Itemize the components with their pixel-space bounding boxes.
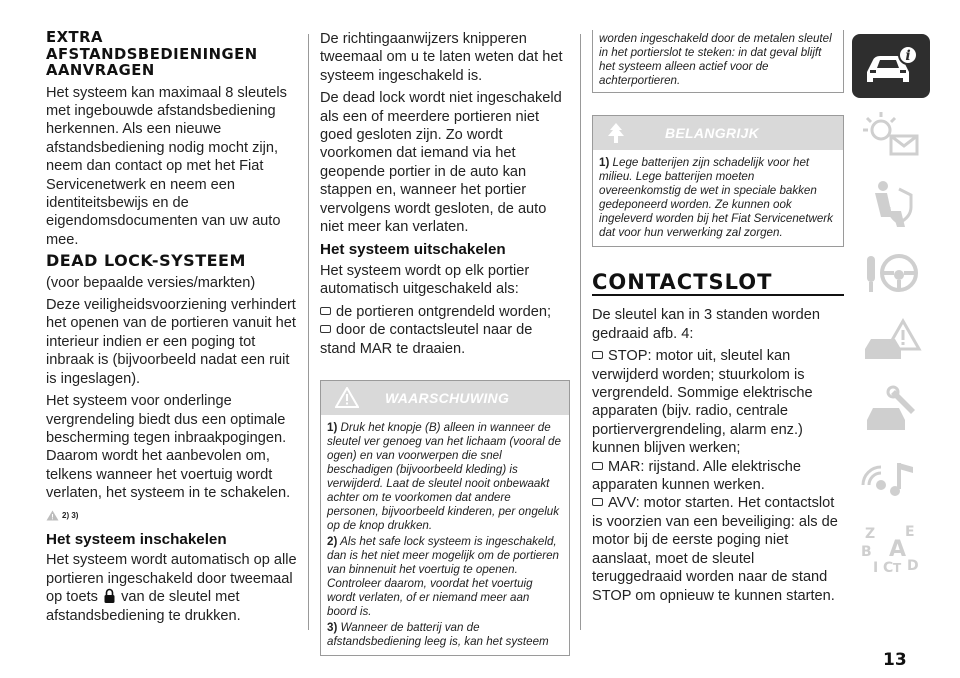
lock-icon xyxy=(103,588,116,604)
info-item xyxy=(599,156,835,240)
note-number: 3) xyxy=(327,620,338,634)
paragraph: Het systeem kan maximaal 8 sleutels met ingebouwde afstandsbediening herkennen. Als een nieuwe afstandsbediening nodig mocht zijn, neem dan contact op met het Fiat Servicenetwerk en neem een identiteitsbewijs en de eigendomsdocumenten van uw auto mee. xyxy=(46,84,287,248)
warning-title: WAARSCHUWING xyxy=(385,389,510,406)
heading-dead-lock: DEAD LOCK-SYSTEEM xyxy=(46,251,246,271)
warning-item xyxy=(327,535,561,619)
paragraph: De dead lock wordt niet ingeschakeld als een of meerdere portieren niet goed gesloten zijn. Zo wordt voorkomen dat iemand via het geopende portier in de auto kan stappen en, wanneer het portier vervolgens wordt gesloten, de auto niet meer kan verlaten. xyxy=(320,90,562,236)
note-number: 2) xyxy=(327,534,338,548)
warning-box-body xyxy=(321,415,569,655)
bullet-icon xyxy=(320,325,331,333)
warning-item xyxy=(327,621,561,649)
warning-box-header xyxy=(321,381,569,415)
paragraph: Het systeem wordt op elk portier automatisch uitgeschakeld als: xyxy=(320,262,530,298)
svg-text:Z: Z xyxy=(865,526,876,542)
info-title: BELANGRIJK xyxy=(665,124,760,141)
section-contact xyxy=(592,270,844,605)
tab-maintenance[interactable] xyxy=(852,379,930,443)
text: Het systeem wordt automatisch op alle portieren ingeschakeld door tweemaal op toets xyxy=(46,552,297,606)
paragraph: De sleutel kan in 3 standen worden gedraaid afb. 4: xyxy=(592,307,820,342)
heading-contactslot: CONTACTSLOT xyxy=(592,273,844,296)
list-item-text: STOP: motor uit, sleutel kan verwijderd worden; stuurkolom is vergrendeld. Sommige elektrische apparaten (bijv. radio, centrale portiervergrendeling, alarm enz.) kunnen blijven werken; xyxy=(592,348,813,457)
list-item xyxy=(592,347,844,457)
note-text: Lege batterijen zijn schadelijk voor het milieu. Lege batterijen moeten overeenkomstig de wet in speciale bakken gedeponeerd worden. Ze kunnen ook ingeleverd worden bij het Fiat Servicenetwerk dat voor hun verwerking zal zorgen. xyxy=(599,156,833,239)
list-item xyxy=(592,458,844,495)
chapter-sidebar xyxy=(852,34,930,586)
dashboard-lights-icon xyxy=(859,108,923,162)
paragraph: (voor bepaalde versies/markten) xyxy=(46,274,256,291)
tab-starting-driving[interactable] xyxy=(852,241,930,305)
svg-text:T: T xyxy=(893,561,902,575)
warning-box-continued: worden ingeschakeld door de metalen sleutel in het portierslot te steken: in dat geval blijft het systeem alleen actief voor de achterportieren. xyxy=(592,30,844,93)
bullet-icon xyxy=(320,307,331,315)
note-text: Druk het knopje (B) alleen in wanneer de sleutel ver genoeg van het lichaam (vooral de ogen) en van voorwerpen die snel beschadigen (bijvoorbeeld kleding) is verwijderd. Laat de sleutel nooit onbewaakt achter om te voorkomen dat andere personen, bijvoorbeeld kinderen, per ongeluk op de knop drukken. xyxy=(327,420,561,532)
warning-triangle-icon xyxy=(335,387,359,408)
column-divider xyxy=(580,34,581,630)
page-number: 13 xyxy=(883,650,907,670)
paragraph-enable xyxy=(46,551,298,625)
subheading-enable: Het systeem inschakelen xyxy=(46,530,227,548)
column-1 xyxy=(46,30,298,629)
note-text: Wanneer de batterij van de afstandsbediening leeg is, kan het systeem xyxy=(327,620,549,648)
note-number: 1) xyxy=(599,156,610,169)
svg-text:i: i xyxy=(905,48,911,64)
environment-tree-icon xyxy=(607,122,625,144)
subheading-disable: Het systeem uitschakelen xyxy=(320,241,506,259)
list-item-text: AVV: motor starten. Het contactslot is voorzien van een beveiliging: als de motor bij de eerste poging niet aanslaat, moet de sleutel teruggedraaid worden naar de stand STOP om opnieuw te kunnen starten. xyxy=(592,495,838,604)
info-box xyxy=(592,115,844,247)
warning-box xyxy=(320,380,570,656)
warning-triangle-icon xyxy=(46,510,59,521)
tab-car-info[interactable] xyxy=(852,34,930,98)
car-info-icon xyxy=(859,42,923,90)
maintenance-icon xyxy=(859,384,923,438)
bullet-icon xyxy=(592,462,603,470)
note-number: 1) xyxy=(327,420,338,434)
column-3 xyxy=(592,30,844,605)
paragraph: Deze veiligheidsvoorziening verhindert het openen van de portieren vanuit het interieur indien er een poging tot inbraak is (bijvoorbeeld nadat een ruit is ingeslagen). xyxy=(46,297,296,387)
steering-wheel-icon xyxy=(859,246,923,300)
tab-emergency[interactable] xyxy=(852,310,930,374)
multimedia-icon xyxy=(859,453,923,507)
note-text: Als het safe lock systeem is ingeschakeld, dan is het niet meer mogelijk om de portieren van binnenuit het voertuig te openen. Controleer daarom, voordat het voertuig wordt verlaten, of er niemand meer aan boord is. xyxy=(327,534,559,618)
tab-multimedia[interactable] xyxy=(852,448,930,512)
tab-index[interactable] xyxy=(852,517,930,581)
list-item xyxy=(320,321,570,358)
info-box-body xyxy=(593,150,843,246)
list-item xyxy=(320,303,570,321)
svg-text:B: B xyxy=(861,544,872,560)
column-2 xyxy=(320,30,570,656)
list-item-text: door de contactsleutel naar de stand MAR te draaien. xyxy=(320,322,533,357)
seat-safety-icon xyxy=(859,177,923,231)
svg-text:C: C xyxy=(883,560,894,576)
info-box-header xyxy=(593,116,843,150)
svg-text:A: A xyxy=(889,537,907,562)
column-divider xyxy=(308,34,309,630)
svg-text:D: D xyxy=(907,558,919,574)
index-letters-icon xyxy=(859,522,923,576)
warning-references xyxy=(46,507,298,525)
list-item-text: de portieren ontgrendeld worden; xyxy=(336,303,552,320)
tab-dashboard-lights[interactable] xyxy=(852,103,930,167)
warning-item xyxy=(327,421,561,533)
reference-numbers: 2) 3) xyxy=(62,510,79,520)
svg-text:I: I xyxy=(873,560,879,576)
list-item xyxy=(592,494,844,604)
tab-safety[interactable] xyxy=(852,172,930,236)
bullet-icon xyxy=(592,498,603,506)
text: van de sleutel met afstandsbediening te drukken. xyxy=(46,589,241,624)
heading-extra-remotes: EXTRA AFSTANDSBEDIENINGEN AANVRAGEN xyxy=(46,29,258,79)
paragraph: Het systeem voor onderlinge vergrendeling biedt dus een optimale bescherming tegen inbraakpogingen. Daarom wordt het aanbevolen om, telkens wanneer het voertuig wordt verlaten, het systeem in te schakelen. xyxy=(46,393,291,502)
breakdown-warning-icon xyxy=(859,315,923,369)
svg-text:E: E xyxy=(905,524,915,540)
bullet-icon xyxy=(592,351,603,359)
list-item-text: MAR: rijstand. Alle elektrische apparaten kunnen werken. xyxy=(592,458,802,494)
paragraph: De richtingaanwijzers knipperen tweemaal om u te laten weten dat het systeem ingeschakeld is. xyxy=(320,31,563,84)
